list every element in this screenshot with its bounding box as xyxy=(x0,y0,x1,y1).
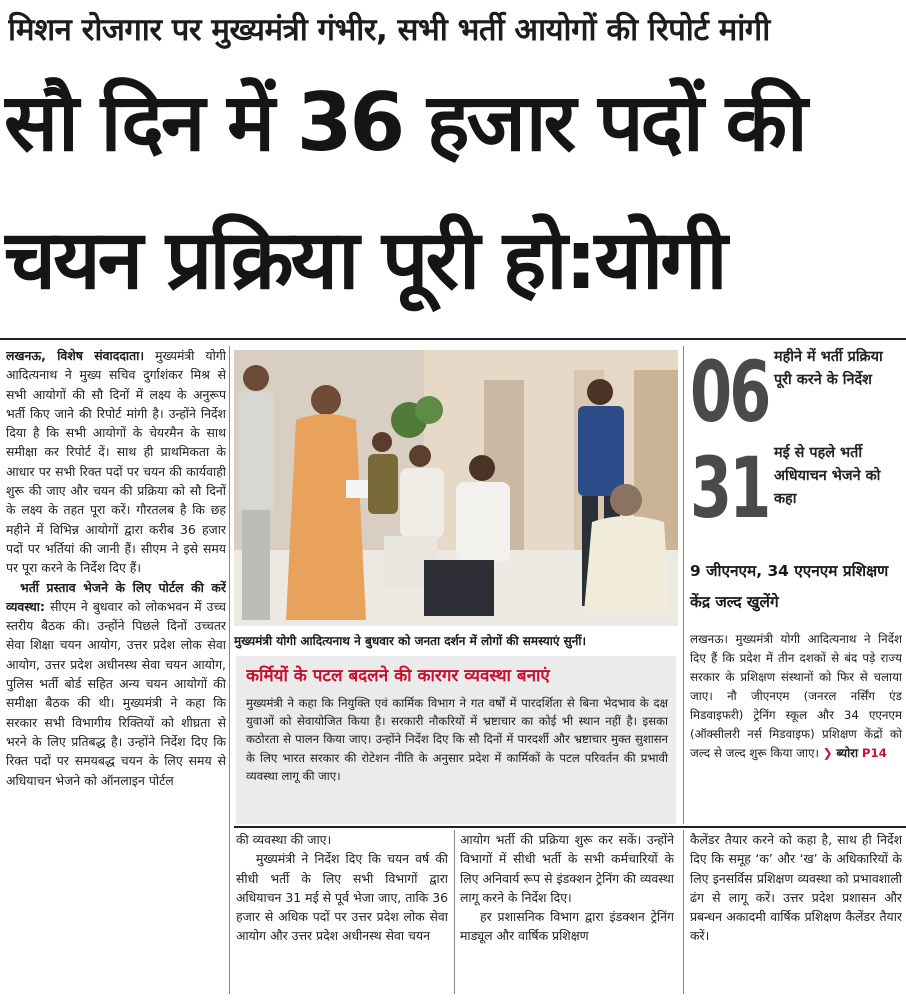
box-body: मुख्यमंत्री ने कहा कि नियुक्ति एवं कार्मिक विभाग ने गत वर्षों में पारदर्शिता से बिना भेदभाव के दक्ष युवाओं को सेवायोजित किया है। सरकारी नौकरियों में भ्रष्टाचार का कोई भी स्थान नहीं है। इसका कठोरता से पालन किया जाए। उन्होंने निर्देश दिए कि सौ दिनों में पारदर्शी और भ्रष्टाचार मुक्त सुशासन के लिए भारत सरकार की रोटेशन नीति के अनुसार प्रदेश में कार्मिकों के पटल परिवर्तन की प्रभावी व्यवस्था लागू की जाए। xyxy=(246,696,668,783)
top-divider xyxy=(0,338,906,340)
page-reference: P14 xyxy=(861,746,887,760)
bottom-column-1 xyxy=(236,830,448,994)
column-divider-left xyxy=(229,346,230,994)
news-photo xyxy=(234,350,678,626)
column-divider-bottom-1 xyxy=(454,830,455,994)
stat-text: महीने में भर्ती प्रक्रिया पूरी करने के निर्देश xyxy=(774,349,883,388)
bottom-col1-para2: मुख्यमंत्री ने निर्देश दिए कि चयन वर्ष की सीधी भर्ती के लिए सभी विभागों द्वारा अधियाचन 31 मई से पूर्व भेजा जाए, ताकि 36 हजार से अधिक पदों पर उत्तर प्रदेश लोक सेवा आयोग और उत्तर प्रदेश अधीनस्थ सेवा चयन xyxy=(236,851,448,944)
bottom-col1-para1: की व्यवस्था की जाए। xyxy=(236,832,332,847)
bottom-col3-para1: कैलेंडर तैयार करने को कहा है, साथ ही निर्देश दिए कि समूह ‘क’ और ‘ख’ के अधिकारियों के लिए इनसर्विस प्रशिक्षण व्यवस्था को प्रभावशाली ढंग से लागू करें। उत्तर प्रदेश प्रशासन और प्रबन्धन अकादमी वार्षिक प्रशिक्षण कैलेंडर तैयार करें। xyxy=(690,832,902,944)
left-column-story xyxy=(6,346,226,992)
mid-divider xyxy=(234,826,906,828)
photo-caption: मुख्यमंत्री योगी आदित्यनाथ ने बुधवार को जनता दर्शन में लोगों की समस्याएं सुनीं। xyxy=(234,634,587,648)
column-divider-bottom-2 xyxy=(683,830,684,994)
stat-may xyxy=(690,438,900,550)
bottom-column-3 xyxy=(690,830,902,994)
right-story-headline: 9 जीएनएम, 34 एएनएम प्रशिक्षण केंद्र जल्द खुलेंगे xyxy=(690,562,889,611)
left-para-1: मुख्यमंत्री योगी आदित्यनाथ ने मुख्य सचिव दुर्गाशंकर मिश्र से सभी आयोगों की सौ दिनों में लक्ष्य के अनुरूप भर्ती किए जाने की रिपोर्ट मांगी है। उन्होंने निर्देश दिया है कि सभी आयोगों के चेयरमैन के साथ समीक्षा कर रिपोर्ट दें। साथ ही प्राथमिकता के आधार पर सभी रिक्त पदों पर चयन की कार्यवाही शुरू की जाए और चयन की प्रक्रिया को सौ दिनों के लक्ष्य के तहत पूरा करें। गौरतलब है कि छह महीने में विभिन्न आयोगों द्वारा करीब 36 हजार पदों पर भर्तियां की जानी हैं। सीएम ने इसे समय पर पूरा करने के निर्देश दिए हैं। xyxy=(6,348,226,576)
bottom-col2-para1: आयोग भर्ती की प्रक्रिया शुरू कर सकें। उन्होंने विभागों में सीधी भर्ती के सभी कर्मचारियों के लिए अनिवार्य रूप से इंडक्शन ट्रेनिंग की व्यवस्था लागू करने के निर्देश दिए। xyxy=(460,832,674,905)
stat-number: 06 xyxy=(690,343,769,441)
more-label: ब्योरा xyxy=(836,746,859,760)
stat-number: 31 xyxy=(690,439,769,537)
stat-text: मई से पहले भर्ती अधियाचन भेजने को कहा xyxy=(774,445,881,507)
bottom-column-2 xyxy=(460,830,674,994)
right-story-body xyxy=(690,630,902,816)
arrow-right-icon: ❯ xyxy=(822,746,833,760)
left-para-2: सीएम ने बुधवार को लोकभवन में उच्च स्तरीय बैठक की। उन्होंने पिछले दिनों उच्चतर सेवा शिक्षा चयन आयोग, उत्तर प्रदेश लोक सेवा आयोग, उत्तर प्रदेश अधीनस्थ सेवा चयन आयोग, पुलिस भर्ती बोर्ड सहित अन्य चयन आयोगों की समीक्षा बैठक की थी। मुख्यमंत्री ने कहा कि सरकार सभी विभागीय रिक्तियों को शीघ्रता से भरने के लिए प्रतिबद्ध है। उन्होंने निर्देश दिए कि रिक्त पदों पर समयबद्ध चयन के लिए समय से अधियाचन भेजने को ऑनलाइन पोर्टल xyxy=(6,598,226,788)
main-headline-line-1: सौ दिन में 36 हजार पदों की xyxy=(4,76,805,169)
stat-months xyxy=(690,342,900,442)
column-divider-right xyxy=(683,346,684,824)
sidebar-box xyxy=(236,656,676,824)
right-story-text: लखनऊ। मुख्यमंत्री योगी आदित्यनाथ ने निर्देश दिए हैं कि प्रदेश में तीन दशकों से बंद पड़े राज्य सरकार के प्रशिक्षण संस्थानों को फिर से चलाया जाए। नौ जीएनएम (जनरल नर्सिंग एंड मिडवाइफरी) ट्रेनिंग स्कूल और 34 एएनएम (ऑक्सीलरी नर्स मिडवाइफ) प्रशिक्षण केंद्रों को जल्द से जल्द शुरू किया जाए। xyxy=(690,632,902,760)
kicker-headline: मिशन रोजगार पर मुख्यमंत्री गंभीर, सभी भर्ती आयोगों की रिपोर्ट मांगी xyxy=(8,12,770,48)
left-subhead: भर्ती प्रस्ताव भेजने के लिए पोर्टल की करें व्यवस्था: xyxy=(6,579,226,614)
dateline: लखनऊ, विशेष संवाददाता। xyxy=(6,348,145,363)
bottom-col2-para2: हर प्रशासनिक विभाग द्वारा इंडक्शन ट्रेनिंग माड्यूल और वार्षिक प्रशिक्षण xyxy=(460,909,674,944)
main-headline-line-2: चयन प्रक्रिया पूरी हो:योगी xyxy=(4,213,725,308)
box-title: कर्मियों के पटल बदलने की कारगर व्यवस्था बनाएं xyxy=(246,666,550,686)
